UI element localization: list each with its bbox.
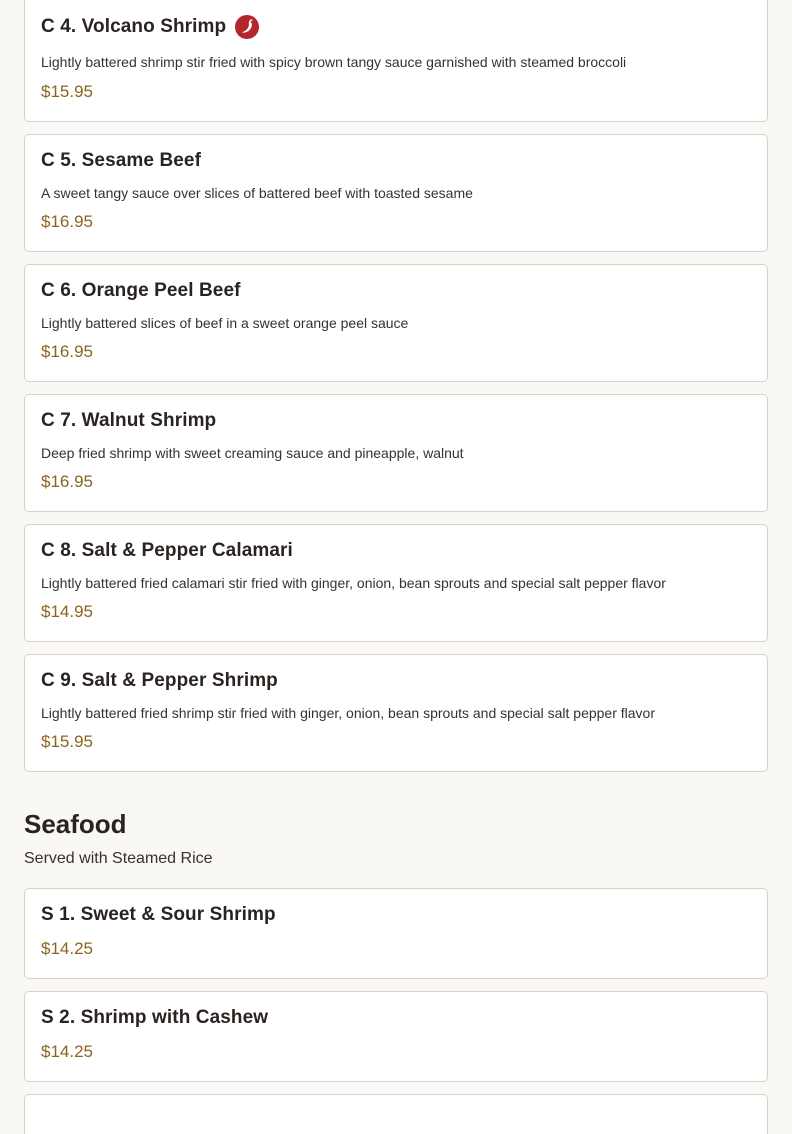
menu-item-c6[interactable] [24, 264, 768, 382]
section-subtitle: Served with Steamed Rice [24, 850, 213, 867]
menu-item-c9[interactable] [24, 654, 768, 772]
menu-item-price: $14.25 [41, 1042, 93, 1061]
menu-item-name: C 7. Walnut Shrimp [41, 410, 217, 431]
menu-item-name: C 5. Sesame Beef [41, 150, 202, 171]
menu-item-name: C 8. Salt & Pepper Calamari [41, 540, 293, 561]
menu-item-name: C 4. Volcano Shrimp [41, 16, 227, 37]
menu-item-description: Lightly battered shrimp stir fried with spicy brown tangy sauce garnished with steamed broccoli [41, 54, 627, 70]
menu-item-name: C 6. Orange Peel Beef [41, 280, 241, 301]
menu-list [24, 0, 768, 1134]
menu-item-price: $14.95 [41, 602, 93, 621]
menu-item-s2[interactable] [24, 991, 768, 1082]
menu-item-name: C 9. Salt & Pepper Shrimp [41, 670, 278, 691]
menu-item-c8[interactable] [24, 524, 768, 642]
menu-item-price: $15.95 [41, 82, 93, 101]
menu-item-name: S 1. Sweet & Sour Shrimp [41, 904, 276, 925]
menu-item-price: $16.95 [41, 212, 93, 231]
menu-item-description: Deep fried shrimp with sweet creaming sauce and pineapple, walnut [41, 445, 464, 461]
menu-item-description: Lightly battered fried shrimp stir fried with ginger, onion, bean sprouts and special salt pepper flavor [41, 705, 656, 721]
menu-item-next[interactable] [24, 1094, 768, 1134]
section-header-seafood [24, 772, 768, 888]
menu-item-c7[interactable] [24, 394, 768, 512]
menu-item-c4[interactable] [24, 0, 768, 122]
menu-item-price: $14.25 [41, 939, 93, 958]
menu-item-price: $15.95 [41, 732, 93, 751]
menu-item-description: A sweet tangy sauce over slices of battered beef with toasted sesame [41, 185, 473, 201]
menu-item-s1[interactable] [24, 888, 768, 979]
menu-item-description: Lightly battered slices of beef in a sweet orange peel sauce [41, 315, 409, 331]
menu-item-price: $16.95 [41, 472, 93, 491]
menu-item-name: S 2. Shrimp with Cashew [41, 1007, 269, 1028]
section-title: Seafood [24, 809, 127, 839]
menu-item-title-row [41, 15, 259, 39]
chili-pepper-icon [235, 15, 259, 39]
menu-item-c5[interactable] [24, 134, 768, 252]
menu-item-description: Lightly battered fried calamari stir fried with ginger, onion, bean sprouts and special salt pepper flavor [41, 575, 666, 591]
menu-item-price: $16.95 [41, 342, 93, 361]
